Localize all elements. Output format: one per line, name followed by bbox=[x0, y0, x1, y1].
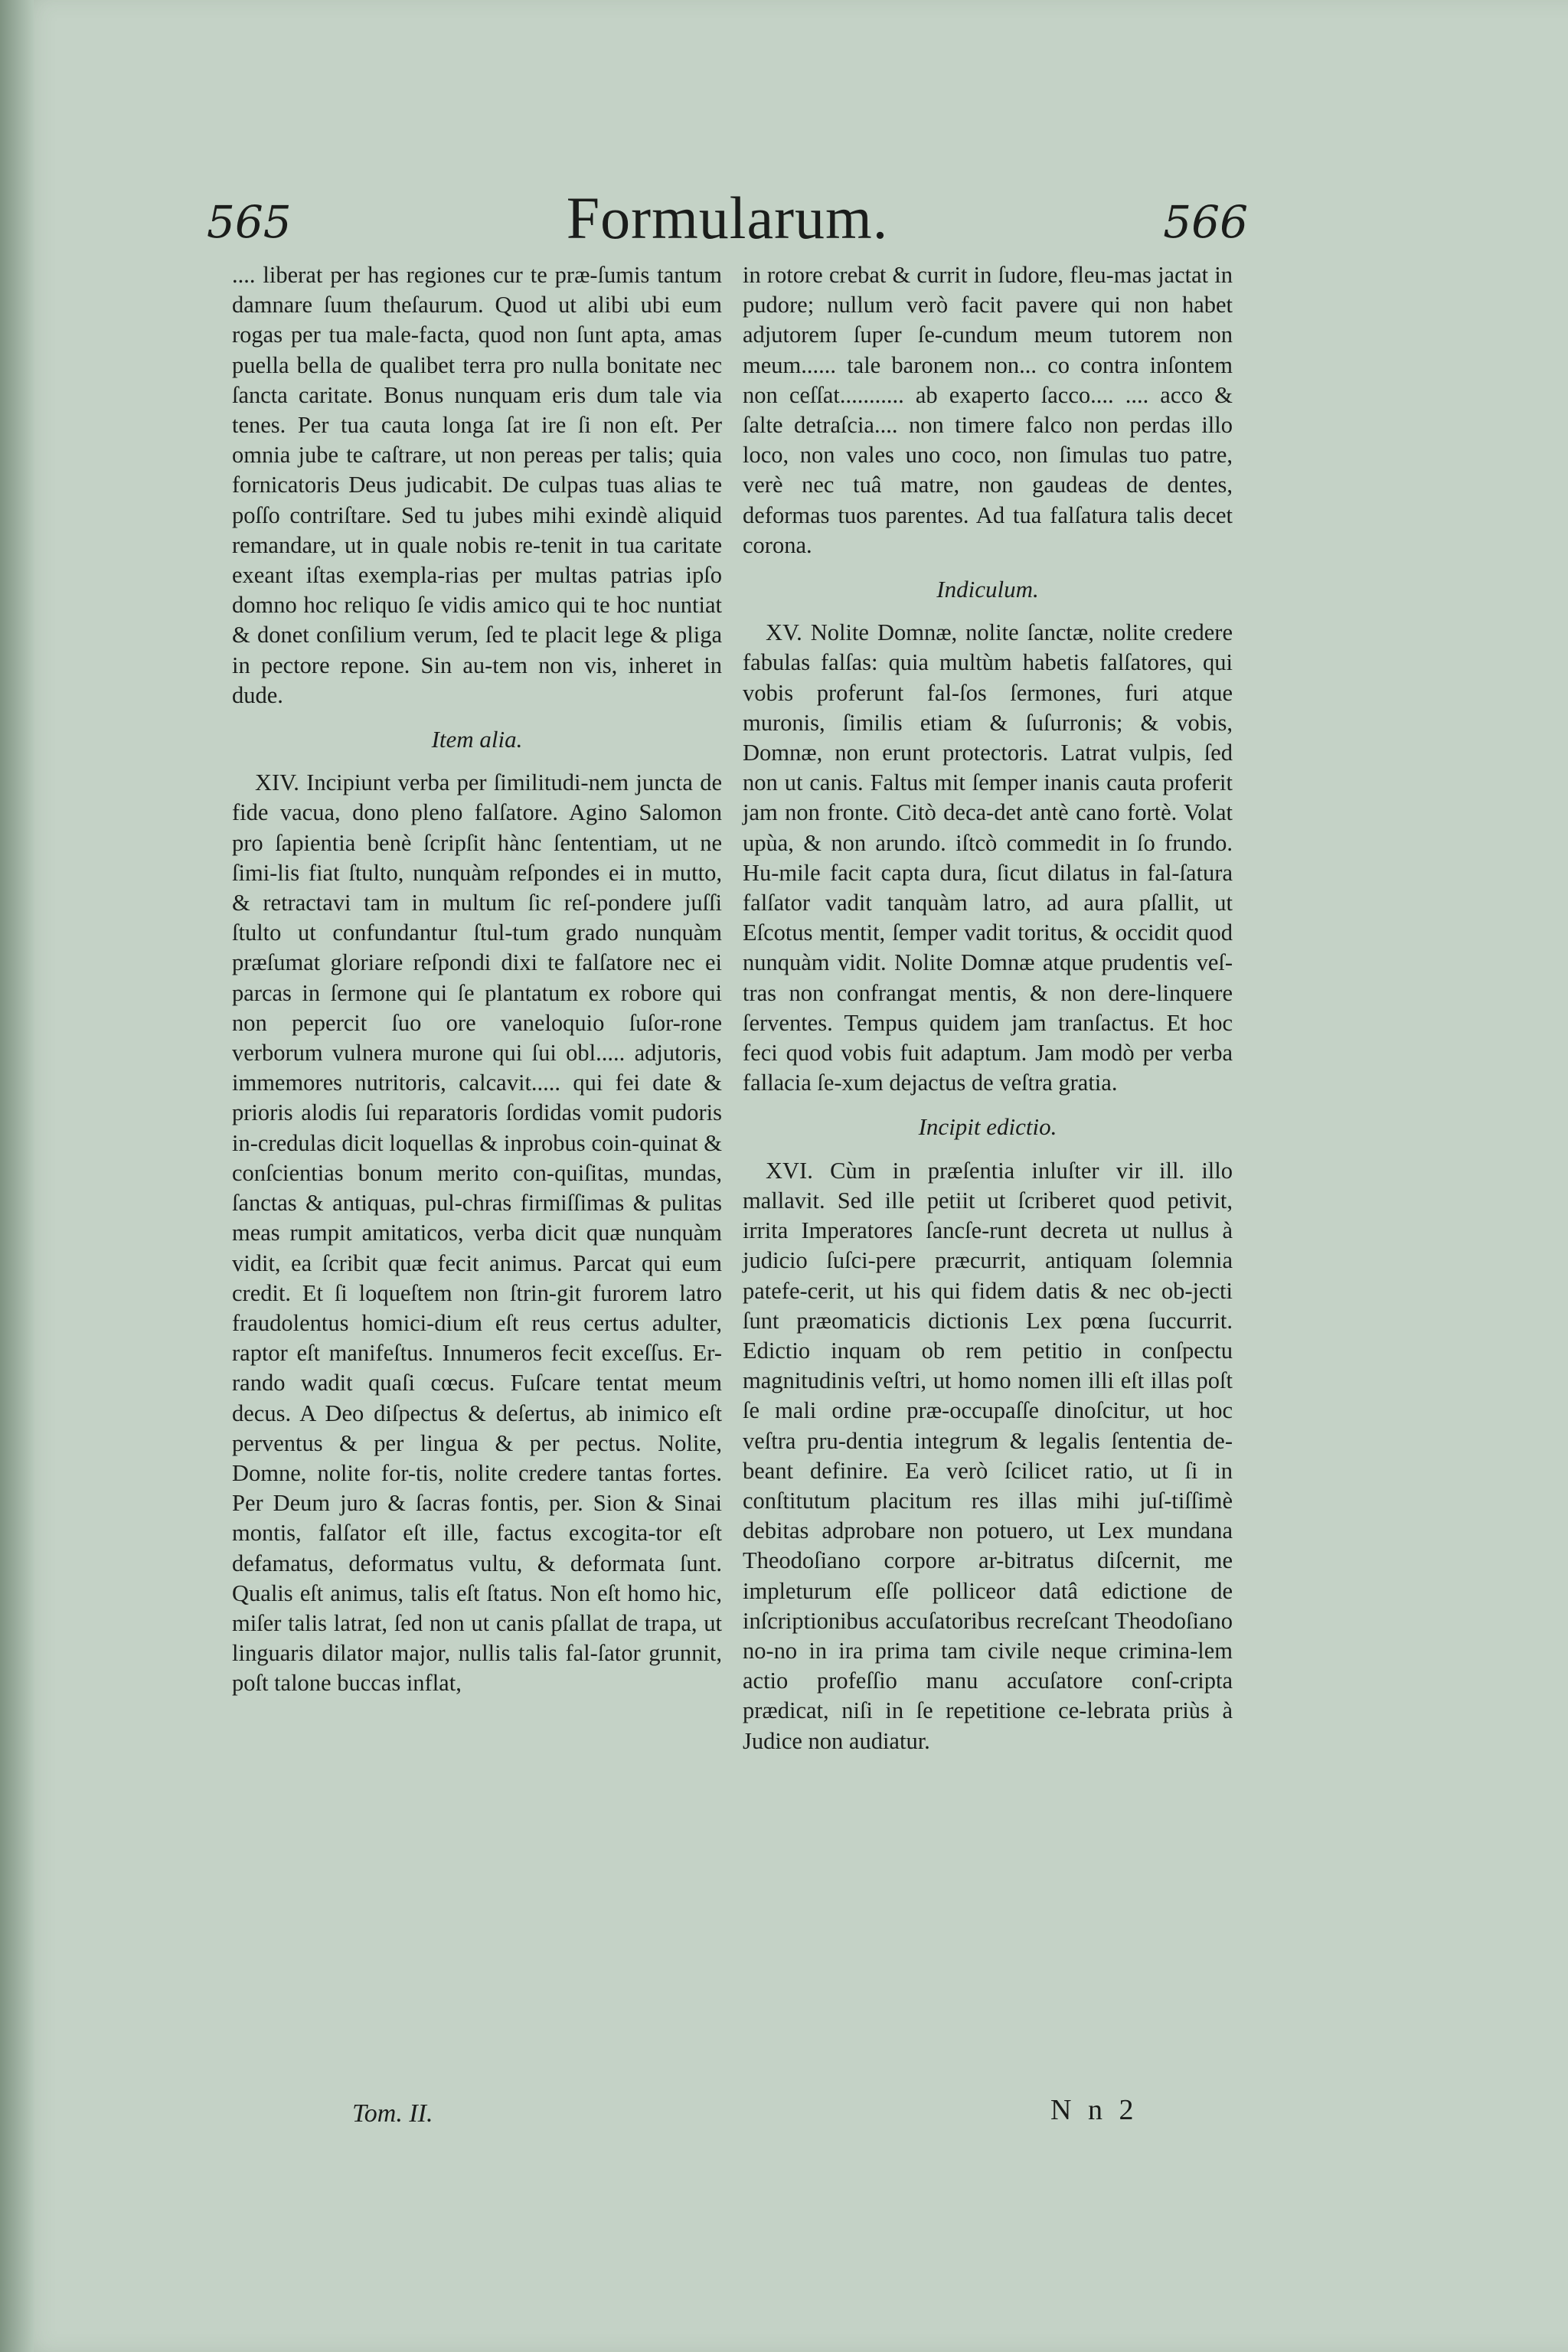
page-number-left: 565 bbox=[207, 196, 292, 248]
paragraph: XIV. Incipiunt verba per ſimilitudi-nem juncta de fide vacua, dono pleno falſatore. Agino Salomon pro ſapientia benè ſcripſit hànc ſententiam, ut ne ſimi-lis fiat ſtulto, nunquàm reſpondes ei in mutto, & retractavi tam in multum ſic reſ-pondere juſſi ſtulto ut confundantur ſtul-tum grado nunquàm præſumat gloriare reſpondi dixi te falſatore nec ei parcas in ſermone qui ſe plantatum ex robore qui non pepercit ſuo ore vaneloquio ſuſor-rone verborum vulnera murone qui ſui obl..... adjutoris, immemores nutritoris, calcavit..... qui fei date & prioris alodis ſui reparatoris ſordidas vomit pudoris in-credulas dicit loquellas & inprobus coin-quinat & conſcientias bonum merito con-quiſitas, mundas, ſanctas & antiquas, pul-chras firmiſſimas & pulitas meas rumpit amitaticos, verba dicit quæ nunquàm vidit, ea ſcribit quæ fecit animus. Parcat qui eum credit. Et ſi loqueſtem non ſtrin-git furorem latro fraudolentus homici-dium eſt reus certus adulter, raptor eſt manifeſtus. Innumeros fecit exceſſus. Er-rando wadit quaſi cœcus. Fuſcare tentat meum decus. A Deo diſpectus & deſertus, ab inimico eſt perventus & per lingua & per pectus. Nolite, Domne, nolite for-tis, nolite credere tantas fortes. Per Deum juro & ſacras fontis, per. Sion & Sinai montis, falſator eſt ille, factus excogita-tor eſt defamatus, deformatus vultu, & deformata ſunt. Qualis eſt animus, talis eſt ſtatus. Non eſt homo hic, miſer talis latrat, ſed non ut canis pſallat de trapa, ut linguaris dilator major, nullis talis fal-ſator grunnit, poſt talone buccas inflat, bbox=[232, 769, 722, 1697]
page-number-right: 566 bbox=[1163, 196, 1248, 248]
section-heading: Incipit edictio. bbox=[918, 1113, 1057, 1141]
right-column bbox=[743, 260, 1233, 1756]
paragraph: XV. Nolite Domnæ, nolite ſanctæ, nolite credere fabulas falſas: quia multùm habetis falſatores, qui vobis proferunt fal-ſos ſermones, furi atque muronis, ſimilis etiam & ſuſurronis; & vobis, Domnæ, non erunt protectoris. Latrat vulpis, ſed non ut canis. Faltus mit ſemper inanis cauta proferit jam non fronte. Citò deca-det antè cano fortè. Volat upùa, & non arundo. iſtcò commedit in ſo frundo. Hu-mile facit capta dura, ſicut dilatus in fal-ſatura falſator vadit tanquàm latro, ad aura pſallit, ut Eſcotus mentit, ſemper vadit toritus, & occidit quod nunquàm vidit. Nolite Domnæ atque prudentis veſ-tras non confrangat mentis, & non dere-linquere ſerventes. Tempus quidem jam tranſactus. Et hoc feci quod vobis fuit adaptum. Jam modò per verba fallacia ſe-xum dejactus de veſtra gratia. bbox=[743, 619, 1233, 1096]
left-column bbox=[232, 260, 722, 1699]
paragraph: in rotore crebat & currit in ſudore, fleu-mas jactat in pudore; nullum verò facit pavere qui non habet adjutorem ſuper ſe-cundum meum tutorem non meum...... tale baronem non... co contra inſontem non ceſſat........... ab exaperto ſacco.... .... acco & ſalte detraſcia.... non timere falco non perdas illo loco, non vales uno coco, non ſimulas tuo patre, verè nec tuâ matre, non gaudeas de dentes, deformas tuos parentes. Ad tua falſatura talis decet corona. bbox=[743, 262, 1233, 558]
section-heading: Indiculum. bbox=[936, 576, 1039, 603]
paragraph: .... liberat per has regiones cur te præ-ſumis tantum damnare ſuum theſaurum. Quod ut alibi ubi eum rogas per tua male-facta, quod non ſunt apta, amas puella bella de qualibet terra pro nulla bonitate nec ſancta caritate. Bonus nunquam eris dum tale via tenes. Per tua cauta longa ſat ire ſi non eſt. Per omnia jube te caſtrare, ut non pereas per talis; quia fornicatoris Deus judicabit. De culpas tuas alias te poſſo contriſtare. Sed tu jubes mihi exindè aliquid remandare, ut in quale nobis re-tenit in tua caritate exeant iſtas exempla-rias per multas patrias ipſo domno hoc reliquo ſe vidis amico qui te hoc nuntiat & donet conſilium verum, ſed te placit lege & pliga in pectore repone. Sin au-tem non vis, inheret in dude. bbox=[232, 262, 722, 708]
gathering-signature: N n 2 bbox=[1050, 2094, 1138, 2126]
running-header bbox=[207, 184, 1248, 268]
paragraph: XVI. Cùm in præſentia inluſter vir ill. illo mallavit. Sed ille petiit ut ſcriberet quod petivit, irrita Imperatores ſancſe-runt decreta ut nullus à judicio ſuſci-pere præcurrit, antiquam ſolemnia patefe-cerit, ut his qui fidem datis & nec ob-jecti ſunt præomaticis dictionis Lex pœna ſuccurrit. Edictio inquam ob rem petitio in conſpectu magnitudinis veſtri, ut homo nomen illi eſt illas poſt ſe mali ordine præ-occupaſſe dinoſcitur, ut hoc veſtra pru-dentia integrum & legalis ſententia de-beant definire. Ea verò ſcilicet ratio, ut ſi in conſtitutum placitum res illas mihi juſ-tiſſimè debitas adprobare non potuero, ut Lex mundana Theodoſiano corpore ar-bitratus diſcernit, me impleturum eſſe polliceor datâ edictione de inſcriptionibus accuſatoribus recreſcant Theodoſiano no-no in ira prima tam civile neque crimina-lem actio profeſſio manu accuſatore conſ-cripta prædicat, niſi in ſe repetitione ce-lebrata priùs à Judice non audiatur. bbox=[743, 1157, 1233, 1754]
running-title: Formularum. bbox=[566, 185, 889, 251]
page-gutter-shadow bbox=[0, 0, 34, 2352]
section-heading: Item alia. bbox=[431, 726, 523, 753]
volume-signature: Tom. II. bbox=[352, 2099, 433, 2128]
